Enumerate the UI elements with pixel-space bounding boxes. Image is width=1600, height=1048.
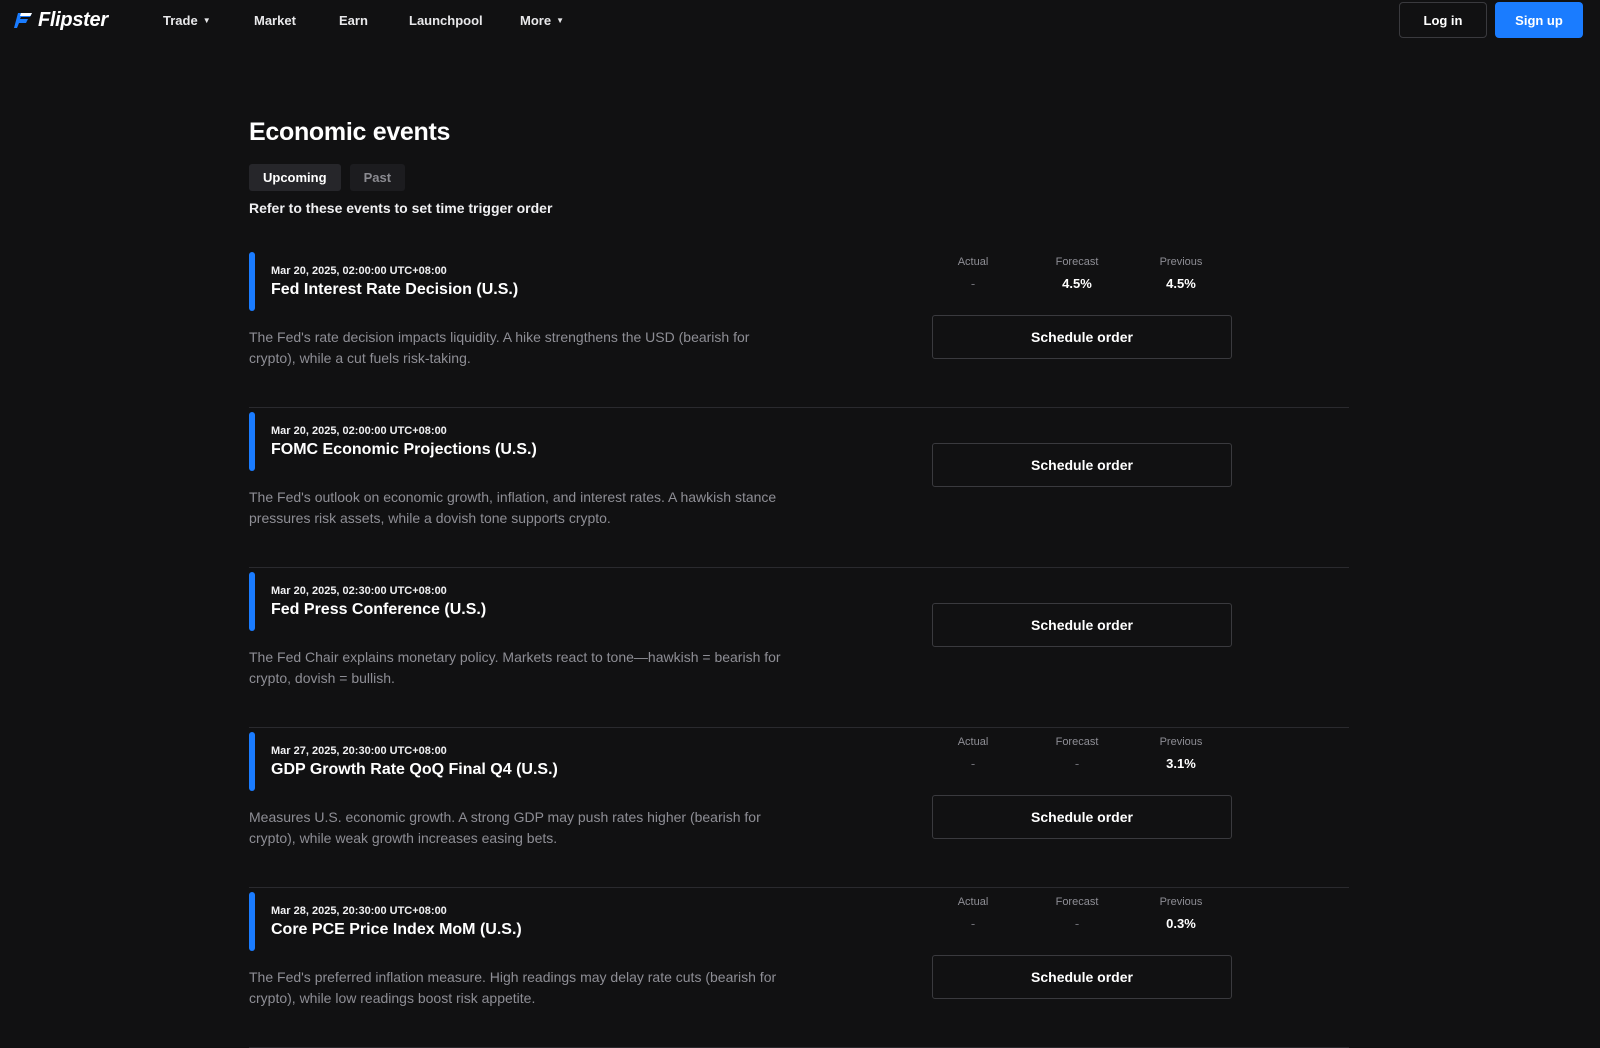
- caret-down-icon: ▼: [202, 15, 211, 25]
- stat-previous: [1129, 256, 1233, 291]
- schedule-order-button[interactable]: Schedule order: [932, 315, 1232, 359]
- nav-earn[interactable]: [339, 11, 368, 29]
- event-description: The Fed's outlook on economic growth, inflation, and interest rates. A hawkish stance pressures risk assets, while a dovish tone supports crypto.: [249, 489, 777, 526]
- event-date: Mar 28, 2025, 20:30:00 UTC+08:00: [271, 905, 447, 917]
- schedule-order-button[interactable]: Schedule order: [932, 795, 1232, 839]
- event-date: Mar 20, 2025, 02:00:00 UTC+08:00: [271, 425, 447, 437]
- event-name: GDP Growth Rate QoQ Final Q4 (U.S.): [271, 761, 558, 778]
- event-date: Mar 20, 2025, 02:30:00 UTC+08:00: [271, 585, 447, 597]
- stat-previous: [1129, 896, 1233, 931]
- login-button[interactable]: Log in: [1399, 2, 1487, 38]
- event-accent-bar: [249, 252, 255, 311]
- stat-actual: [921, 256, 1025, 291]
- event-name: FOMC Economic Projections (U.S.): [271, 441, 537, 458]
- event-accent-bar: [249, 732, 255, 791]
- stat-label: Actual: [957, 736, 989, 748]
- event-name: Core PCE Price Index MoM (U.S.): [271, 921, 522, 938]
- stat-actual: [921, 896, 1025, 931]
- stat-label: Forecast: [1055, 736, 1099, 748]
- event-stats: [921, 896, 1233, 936]
- nav-launchpool[interactable]: [409, 11, 483, 29]
- nav-more[interactable]: [520, 11, 564, 29]
- stat-label: Previous: [1159, 256, 1203, 268]
- event-description: The Fed's preferred inflation measure. High readings may delay rate cuts (bearish for crypto), while low readings boost risk appetite.: [249, 969, 777, 1006]
- nav-trade[interactable]: [163, 11, 211, 29]
- event-tabs: [249, 164, 405, 191]
- event-name: Fed Press Conference (U.S.): [271, 601, 487, 618]
- signup-button[interactable]: Sign up: [1495, 2, 1583, 38]
- stat-value: 4.5%: [1166, 276, 1196, 291]
- stat-value: 3.1%: [1166, 756, 1196, 771]
- event-accent-bar: [249, 412, 255, 471]
- brand-name: Flipster: [38, 8, 108, 31]
- event-item: [249, 408, 1349, 568]
- event-item: [249, 568, 1349, 728]
- stat-value: 4.5%: [1062, 276, 1092, 291]
- tab-past[interactable]: Past: [350, 164, 405, 191]
- nav-trade-label: Trade: [163, 12, 198, 28]
- stat-label: Previous: [1159, 736, 1203, 748]
- nav-market[interactable]: [254, 11, 296, 29]
- stat-value: -: [970, 276, 976, 291]
- page-subtitle: Refer to these events to set time trigger order: [249, 200, 553, 216]
- nav-launchpool-label: Launchpool: [409, 12, 483, 28]
- stat-value: -: [970, 916, 976, 931]
- stat-value: -: [970, 756, 976, 771]
- nav-market-label: Market: [254, 12, 296, 28]
- event-item: [249, 248, 1349, 408]
- stat-label: Actual: [957, 896, 989, 908]
- stat-label: Previous: [1159, 896, 1203, 908]
- flipster-logo[interactable]: [14, 8, 108, 32]
- event-description: Measures U.S. economic growth. A strong GDP may push rates higher (bearish for crypto), while weak growth increases easing bets.: [249, 809, 761, 846]
- event-name: Fed Interest Rate Decision (U.S.): [271, 281, 519, 298]
- stat-label: Forecast: [1055, 896, 1099, 908]
- stat-label: Actual: [957, 256, 989, 268]
- stat-forecast: [1025, 736, 1129, 771]
- stat-actual: [921, 736, 1025, 771]
- caret-down-icon: ▼: [556, 15, 564, 25]
- stat-value: 0.3%: [1166, 916, 1196, 931]
- tab-upcoming[interactable]: Upcoming: [249, 164, 341, 191]
- schedule-order-button[interactable]: Schedule order: [932, 955, 1232, 999]
- stat-value: -: [1074, 916, 1080, 931]
- stat-previous: [1129, 736, 1233, 771]
- page-title: Economic events: [249, 118, 451, 146]
- event-accent-bar: [249, 892, 255, 951]
- event-description: The Fed Chair explains monetary policy. Markets react to tone—hawkish = bearish for crypto, dovish = bullish.: [249, 649, 781, 686]
- event-accent-bar: [249, 572, 255, 631]
- stat-label: Forecast: [1055, 256, 1099, 268]
- event-stats: [921, 256, 1233, 296]
- flipster-logo-icon: [14, 10, 34, 30]
- stat-value: -: [1074, 756, 1080, 771]
- stat-forecast: [1025, 896, 1129, 931]
- event-item: [249, 888, 1349, 1048]
- event-description: The Fed's rate decision impacts liquidity. A hike strengthens the USD (bearish for crypto), while a cut fuels risk-taking.: [249, 329, 750, 366]
- schedule-order-button[interactable]: Schedule order: [932, 443, 1232, 487]
- event-stats: [921, 736, 1233, 776]
- nav-earn-label: Earn: [339, 12, 368, 28]
- top-navbar: [0, 0, 1600, 40]
- event-item: [249, 728, 1349, 888]
- event-date: Mar 27, 2025, 20:30:00 UTC+08:00: [271, 745, 447, 757]
- schedule-order-button[interactable]: Schedule order: [932, 603, 1232, 647]
- nav-more-label: More: [520, 12, 552, 28]
- event-date: Mar 20, 2025, 02:00:00 UTC+08:00: [271, 265, 447, 277]
- stat-forecast: [1025, 256, 1129, 291]
